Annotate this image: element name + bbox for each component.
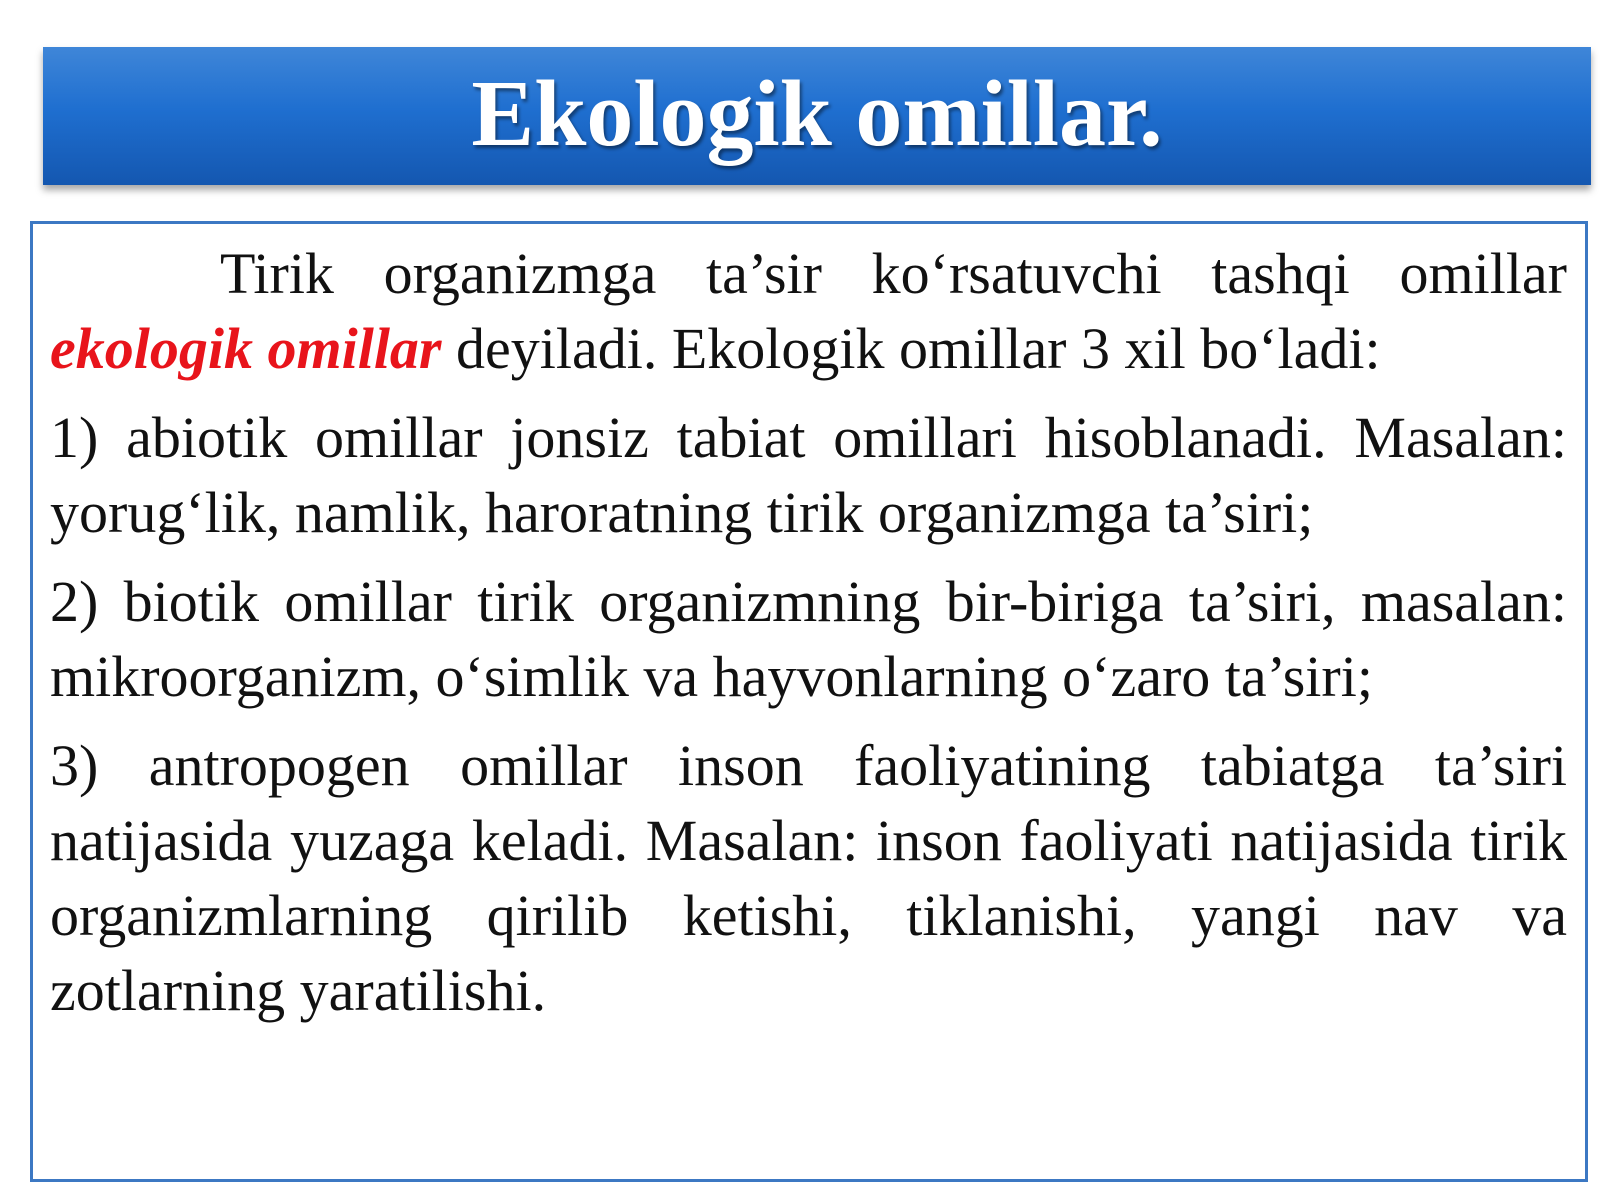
intro-paragraph [50,236,1567,386]
intro-highlight-term: ekologik omillar [50,316,442,381]
list-item-biotic: 2) biotik omillar tirik organizmning bir-biriga ta’siri, masalan: mikroorganizm, o‘simlik va hayvonlarning o‘zaro ta’siri; [50,569,1567,709]
list-item-abiotic: 1) abiotik omillar jonsiz tabiat omillari hisoblanadi. Masalan: yorug‘lik, namlik, haroratning tirik organizmga ta’siri; [50,405,1567,545]
content-box [30,221,1588,1182]
list-item-anthropogenic: 3) antropogen omillar inson faoliyatining tabiatga ta’siri natijasida yuzaga keladi. Masalan: inson faoliyati natijasida tirik organizmlarning qirilib ketishi, tiklanishi, yangi nav va zotlarning yaratilishi. [50,733,1567,1023]
intro-text-after: deyiladi. Ekologik omillar 3 xil bo‘ladi: [456,316,1381,381]
title-banner [43,47,1591,185]
slide-title: Ekologik omillar. [471,62,1163,166]
intro-text-before: Tirik organizmga ta’sir ko‘rsatuvchi tashqi omillar [220,241,1567,306]
